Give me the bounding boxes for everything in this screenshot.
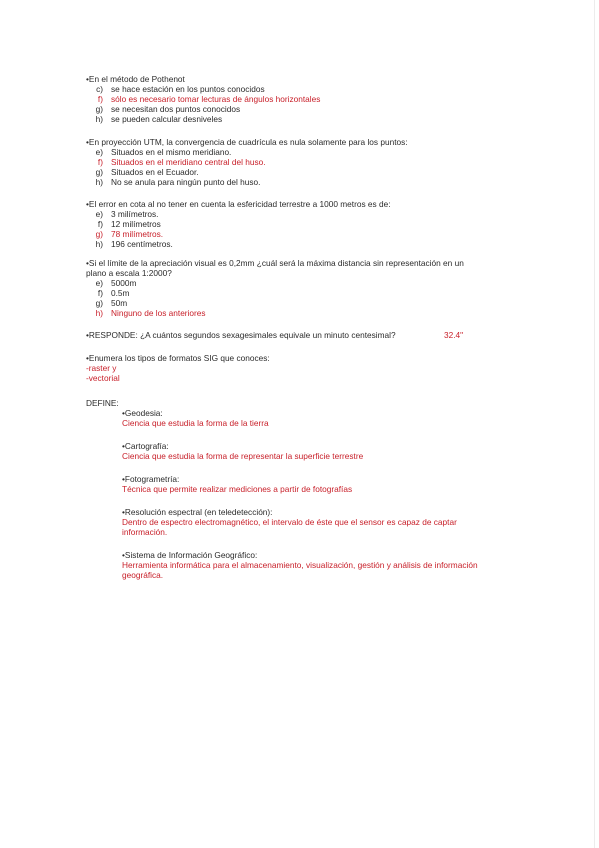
definition-text-line-2: información. bbox=[122, 527, 168, 537]
option-letter: h) bbox=[95, 308, 103, 318]
answer-line-2: -vectorial bbox=[86, 373, 120, 383]
options-list bbox=[86, 84, 506, 124]
option-letter: h) bbox=[95, 239, 103, 249]
definition-text: Ciencia que estudia la forma de la tierra bbox=[122, 418, 269, 428]
define-heading: DEFINE: bbox=[86, 398, 119, 408]
option-letter: e) bbox=[95, 278, 103, 288]
option-text: Ninguno de los anteriores bbox=[111, 308, 206, 318]
option-f bbox=[86, 288, 506, 298]
question-6 bbox=[86, 353, 506, 383]
definition-fotogrametria bbox=[122, 474, 512, 494]
definition-term: •Sistema de Información Geográfico: bbox=[122, 550, 258, 560]
option-text: Situados en el meridiano central del huso. bbox=[111, 157, 266, 167]
question-text-line-2: plano a escala 1:2000? bbox=[86, 268, 172, 278]
option-g-correct bbox=[86, 229, 506, 239]
option-h-correct bbox=[86, 308, 506, 318]
option-text: 78 milímetros. bbox=[111, 229, 164, 239]
option-text: Situados en el Ecuador. bbox=[111, 167, 199, 177]
definition-text: Ciencia que estudia la forma de representar la superficie terrestre bbox=[122, 451, 364, 461]
option-text: se necesitan dos puntos conocidos bbox=[111, 104, 241, 114]
definition-cartografia bbox=[122, 441, 512, 461]
definition-text: Técnica que permite realizar mediciones a partir de fotografías bbox=[122, 484, 353, 494]
option-e bbox=[86, 209, 506, 219]
question-text: •Enumera los tipos de formatos SIG que conoces: bbox=[86, 353, 270, 363]
option-text: sólo es necesario tomar lecturas de ángulos horizontales bbox=[111, 94, 321, 104]
definition-text-line-2: geográfica. bbox=[122, 570, 164, 580]
option-g bbox=[86, 298, 506, 308]
question-text: •El error en cota al no tener en cuenta la esfericidad terrestre a 1000 metros es de: bbox=[86, 199, 391, 209]
option-h bbox=[86, 177, 506, 187]
definition-term: •Resolución espectral (en teledetección): bbox=[122, 507, 273, 517]
option-text: 5000m bbox=[111, 278, 137, 288]
question-2 bbox=[86, 137, 506, 187]
options-list bbox=[86, 147, 506, 187]
option-letter: g) bbox=[95, 167, 103, 177]
option-letter: f) bbox=[97, 288, 103, 298]
option-text: 0.5m bbox=[111, 288, 130, 298]
option-e bbox=[86, 278, 506, 288]
definition-resolucion-espectral bbox=[122, 507, 512, 537]
option-g bbox=[86, 167, 506, 177]
option-letter: g) bbox=[95, 104, 103, 114]
option-c bbox=[86, 84, 506, 94]
option-text: 3 milímetros. bbox=[111, 209, 159, 219]
option-letter: f) bbox=[97, 157, 103, 167]
option-text: se hace estación en los puntos conocidos bbox=[111, 84, 265, 94]
page-edge-line bbox=[594, 0, 595, 848]
option-letter: f) bbox=[97, 219, 103, 229]
definition-sig bbox=[122, 550, 512, 580]
option-letter: g) bbox=[95, 229, 103, 239]
question-5 bbox=[86, 330, 506, 340]
question-text: •RESPONDE: ¿A cuántos segundos sexagesimales equivale un minuto centesimal? bbox=[86, 330, 396, 340]
option-f bbox=[86, 219, 506, 229]
definition-term: •Geodesia: bbox=[122, 408, 163, 418]
options-list bbox=[86, 278, 506, 318]
definition-text-line-1: Dentro de espectro electromagnético, el intervalo de éste que el sensor es capaz de captar bbox=[122, 517, 457, 527]
option-g bbox=[86, 104, 506, 114]
option-text: 50m bbox=[111, 298, 128, 308]
question-1 bbox=[86, 74, 506, 124]
definition-term: •Fotogrametría: bbox=[122, 474, 180, 484]
definition-geodesia bbox=[122, 408, 512, 428]
question-text-line-1: •Si el límite de la apreciación visual es 0,2mm ¿cuál será la máxima distancia sin representación en un bbox=[86, 258, 464, 268]
option-letter: e) bbox=[95, 209, 103, 219]
definition-term: •Cartografía: bbox=[122, 441, 169, 451]
option-letter: g) bbox=[95, 298, 103, 308]
option-text: 196 centímetros. bbox=[111, 239, 173, 249]
answer-value: 32.4" bbox=[444, 330, 464, 340]
option-letter: f) bbox=[97, 94, 103, 104]
option-h bbox=[86, 239, 506, 249]
option-letter: c) bbox=[96, 84, 103, 94]
option-text: Situados en el mismo meridiano. bbox=[111, 147, 232, 157]
question-text: •En el método de Pothenot bbox=[86, 74, 185, 84]
option-letter: h) bbox=[95, 177, 103, 187]
option-text: se pueden calcular desniveles bbox=[111, 114, 223, 124]
question-3 bbox=[86, 199, 506, 249]
option-text: 12 milímetros bbox=[111, 219, 161, 229]
options-list bbox=[86, 209, 506, 249]
option-h bbox=[86, 114, 506, 124]
question-4 bbox=[86, 258, 506, 318]
option-f-correct bbox=[86, 94, 506, 104]
define-section bbox=[86, 398, 506, 408]
definition-text-line-1: Herramienta informática para el almacenamiento, visualización, gestión y análisis de información bbox=[122, 560, 478, 570]
question-text: •En proyección UTM, la convergencia de cuadrícula es nula solamente para los puntos: bbox=[86, 137, 408, 147]
option-letter: e) bbox=[95, 147, 103, 157]
option-f-correct bbox=[86, 157, 506, 167]
answer-line-1: -raster y bbox=[86, 363, 117, 373]
option-letter: h) bbox=[95, 114, 103, 124]
option-text: No se anula para ningún punto del huso. bbox=[111, 177, 261, 187]
option-e bbox=[86, 147, 506, 157]
